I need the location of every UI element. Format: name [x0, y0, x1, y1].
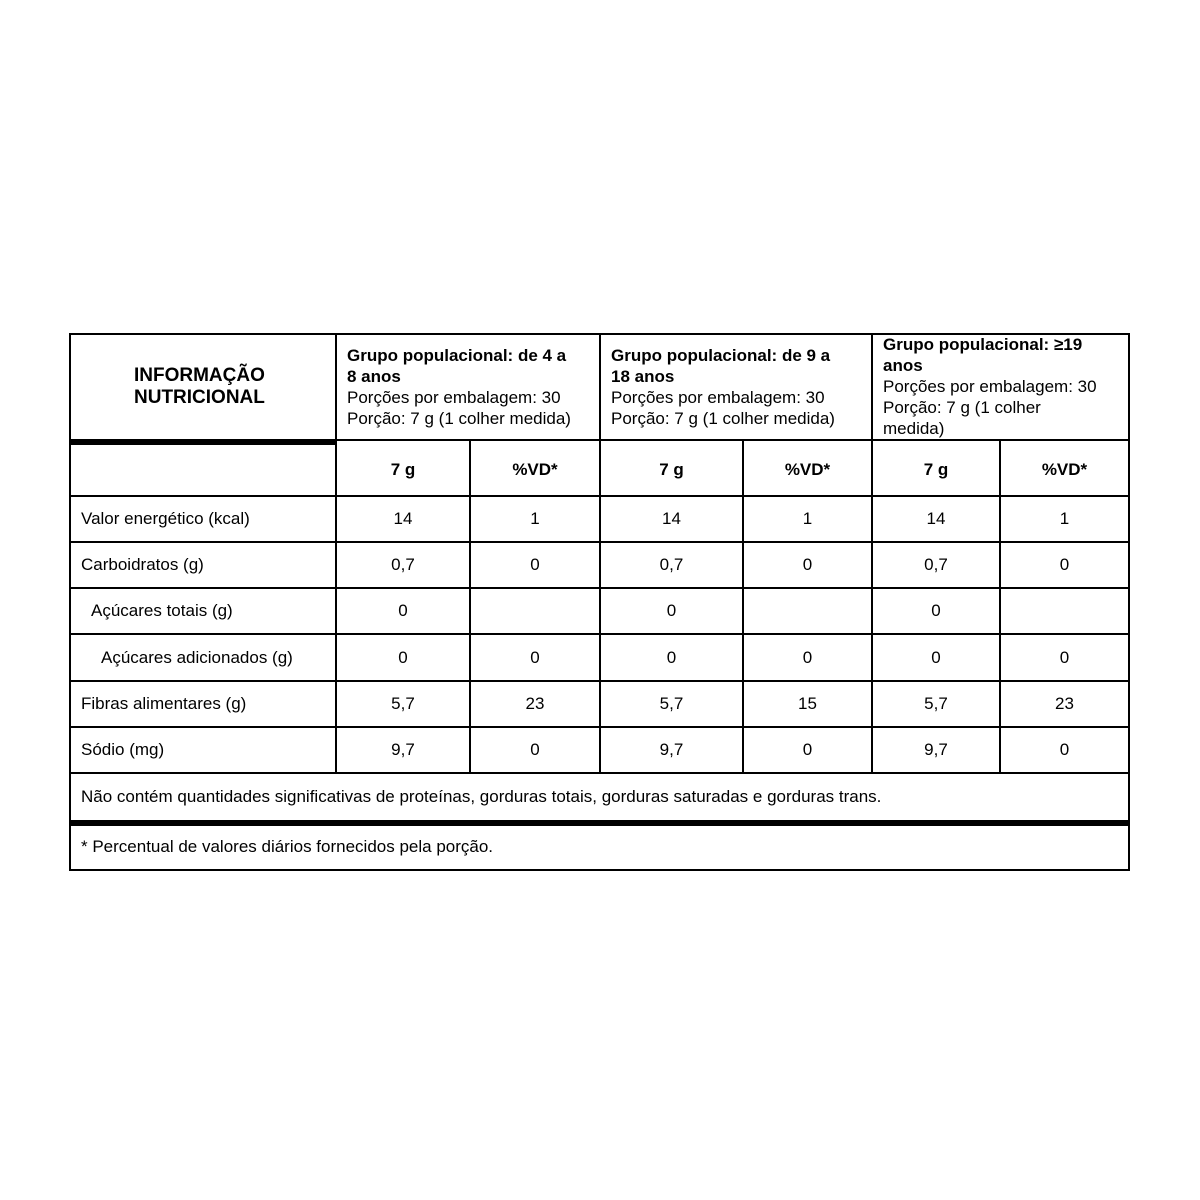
population-group-4-8: [347, 345, 597, 429]
table-cell: 1: [802, 509, 813, 528]
table-cell: 14: [393, 509, 413, 528]
header-thick-rule: [69, 439, 337, 445]
nutrition-facts-table: [69, 333, 1130, 871]
population-group-19-plus: [883, 334, 1127, 439]
table-cell: 0: [802, 647, 813, 667]
row-label: Valor energético (kcal): [81, 509, 250, 528]
table-title-line-2: NUTRICIONAL: [134, 387, 265, 408]
note-text: Não contém quantidades significativas de proteínas, gorduras totais, gorduras saturadas e gorduras trans.: [81, 787, 882, 806]
group-title-line: 18 anos: [611, 367, 675, 386]
table-cell: 14: [926, 509, 946, 528]
table-cell: 0: [1059, 740, 1070, 759]
table-cell: 0: [530, 740, 540, 759]
group-title-line: Grupo populacional: de 4 a: [347, 346, 567, 365]
group-title-line: Grupo populacional: ≥19: [883, 335, 1083, 354]
row-label: Fibras alimentares (g): [81, 694, 247, 713]
header-rule: [335, 439, 1130, 441]
table-cell: 1: [530, 509, 540, 528]
table-cell: 0: [802, 740, 813, 759]
table-border-bottom: [69, 869, 1130, 871]
table-cell: 23: [525, 694, 545, 713]
footnote-text: * Percentual de valores diários fornecidos pela porção.: [81, 837, 494, 856]
table-cell: 0: [666, 601, 677, 620]
table-cell: [1001, 589, 1128, 633]
table-cell: 0: [530, 555, 540, 574]
table-cell: 0: [398, 601, 408, 620]
table-cell: 0: [802, 555, 813, 574]
portion-size: Porção: 7 g (1 colher medida): [611, 409, 835, 428]
servings-per-pack: Porções por embalagem: 30: [883, 377, 1097, 396]
column-header: 7 g: [659, 460, 684, 479]
note-thick-rule: [69, 820, 1130, 826]
column-header: 7 g: [923, 460, 949, 479]
row-rule-6: [69, 772, 1130, 774]
table-cell: 0,7: [924, 555, 948, 574]
table-cell: 5,7: [391, 694, 415, 713]
column-header: %VD*: [1041, 460, 1088, 479]
table-cell: [744, 589, 871, 633]
table-border-right: [1128, 333, 1130, 871]
column-header: %VD*: [784, 460, 831, 479]
table-cell: 0: [931, 647, 941, 667]
row-label: Carboidratos (g): [81, 555, 204, 574]
table-cell: 0: [1059, 555, 1070, 574]
servings-per-pack: Porções por embalagem: 30: [611, 388, 825, 407]
row-label: Açúcares adicionados (g): [101, 647, 293, 667]
table-cell: 23: [1055, 694, 1074, 713]
group-title-line: anos: [883, 356, 923, 375]
table-cell: 0: [530, 647, 540, 667]
table-cell: 0: [931, 601, 941, 620]
table-title: [71, 335, 335, 439]
table-cell: 0: [1059, 647, 1070, 667]
table-cell: 0: [398, 647, 408, 667]
table-cell: 5,7: [924, 694, 948, 713]
table-title-line-1: INFORMAÇÃO: [134, 365, 265, 386]
table-cell: 15: [798, 694, 817, 713]
table-cell: 14: [662, 509, 681, 528]
table-cell: 0,7: [391, 555, 415, 574]
portion-size: Porção: 7 g (1 colher: [883, 398, 1041, 417]
group-title-line: 8 anos: [347, 367, 401, 386]
population-group-9-18: [611, 345, 869, 429]
table-cell: 1: [1059, 509, 1070, 528]
table-cell: [471, 589, 599, 633]
table-cell: 9,7: [659, 740, 684, 759]
portion-size: Porção: 7 g (1 colher medida): [347, 409, 571, 428]
table-cell: 0,7: [659, 555, 684, 574]
column-header: 7 g: [390, 460, 416, 479]
table-cell: 0: [666, 647, 677, 667]
group-title-line: Grupo populacional: de 9 a: [611, 346, 831, 365]
servings-per-pack: Porções por embalagem: 30: [347, 388, 561, 407]
row-label: Sódio (mg): [81, 740, 165, 759]
row-label: Açúcares totais (g): [91, 601, 233, 620]
table-cell: 9,7: [391, 740, 415, 759]
portion-size-cont: medida): [883, 419, 945, 438]
column-header: %VD*: [512, 460, 558, 479]
table-cell: 5,7: [659, 694, 684, 713]
table-cell: 9,7: [924, 740, 948, 759]
